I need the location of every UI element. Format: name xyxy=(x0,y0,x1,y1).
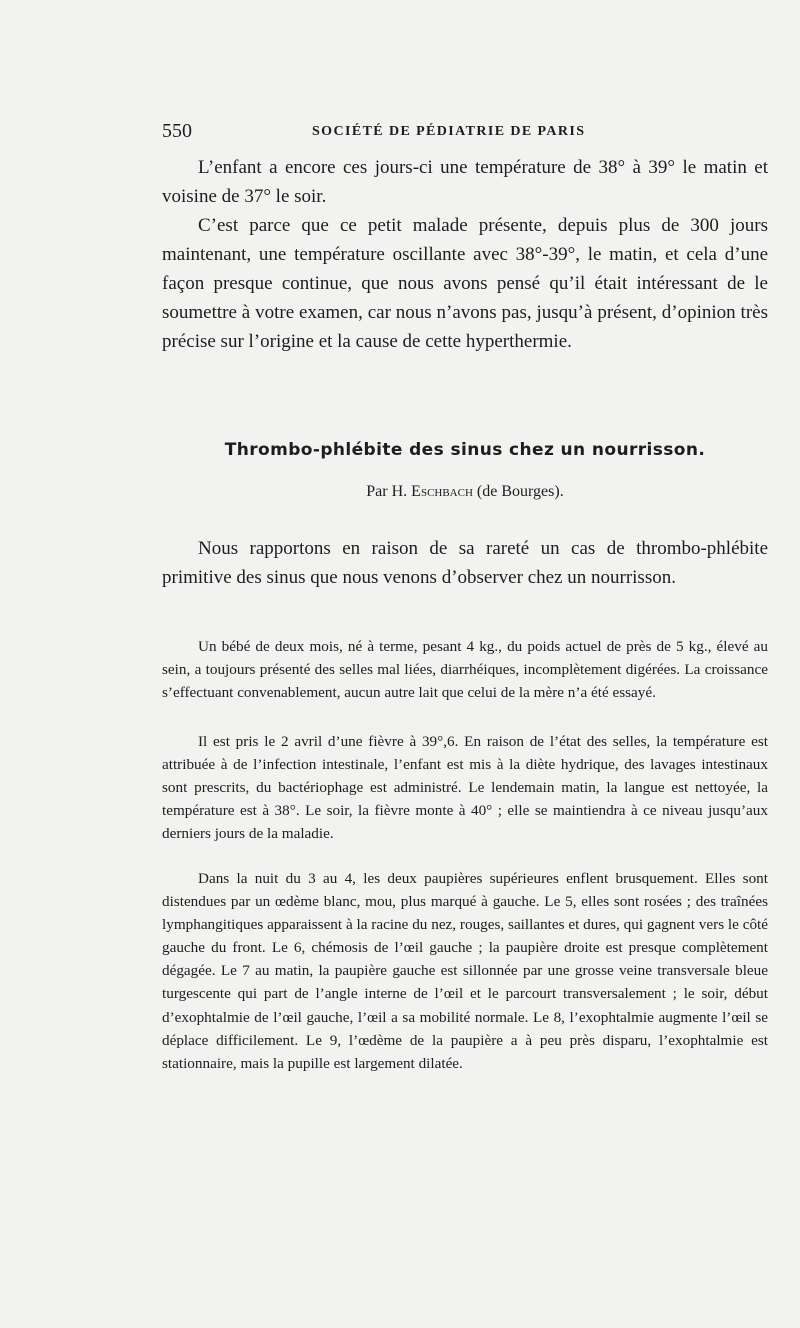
case-paragraph-3: Dans la nuit du 3 au 4, les deux paupières supérieures enflent brusquement. Elles sont distendues par un œdème blanc, mou, plus marqué à gauche. Le 5, elles sont rosées ; des traînées lymphangitiques apparaissent à la racine du nez, rouges, saillantes et dures, qui gagnent vers le côté gauche du front. Le 6, chémosis de l’œil gauche ; la paupière droite est presque complètement dégagée. Le 7 au matin, la paupière gauche est sillonnée par une grosse veine transversale bleue turgescente qui part de l’angle interne de l’œil et le parcourt transversalement ; le soir, début d’exophtalmie de l’œil gauche, l’œil a sa mobilité normale. Le 8, l’exophtalmie augmente l’œil se déplace difficilement. Le 9, l’œdème de la paupière a à peu près disparu, l’exophtalmie est stationnaire, mais la pupille est largement dilatée. xyxy=(162,870,768,1072)
author-name: Eschbach xyxy=(411,483,473,500)
intro-paragraph-1: L’enfant a encore ces jours-ci une température de 38° à 39° le matin et voisine de 37° le soir. xyxy=(162,157,768,207)
page-number: 550 xyxy=(162,120,192,142)
byline-prefix: Par H. xyxy=(366,483,408,500)
running-title: SOCIÉTÉ DE PÉDIATRIE DE PARIS xyxy=(312,124,586,139)
lead-paragraph: Nous rapportons en raison de sa rareté un cas de thrombo-phlébite primitive des sinus que nous venons d’observer chez un nourrisson. xyxy=(162,538,768,588)
article-byline xyxy=(162,483,768,501)
case-paragraph-1: Un bébé de deux mois, né à terme, pesant 4 kg., du poids actuel de près de 5 kg., élevé au sein, a toujours présenté des selles mal liées, diarrhéiques, incomplètement digérées. La croissance s’effectuant convenablement, aucun autre lait que celui de la mère n’a été essayé. xyxy=(162,638,768,702)
byline-suffix: (de Bourges). xyxy=(476,483,564,500)
article-title: Thrombo-phlébite des sinus chez un nourrisson. xyxy=(224,440,706,460)
page-header xyxy=(162,120,768,150)
intro-paragraph-2: C’est parce que ce petit malade présente, depuis plus de 300 jours maintenant, une température oscillante avec 38°-39°, le matin, et cela d’une façon presque continue, que nous avons pensé qu’il était intéressant de le soumettre à votre examen, car nous n’avons pas, jusqu’à présent, d’opinion très précise sur l’origine et la cause de cette hyperthermie. xyxy=(162,215,768,352)
case-paragraph-2: Il est pris le 2 avril d’une fièvre à 39°,6. En raison de l’état des selles, la température est attribuée à de l’infection intestinale, l’enfant est mis à la diète hydrique, des lavages intestinaux sont prescrits, du bactériophage est administré. Le lendemain matin, la langue est nettoyée, la température est à 38°. Le soir, la fièvre monte à 40° ; elle se maintiendra à ce niveau jusqu’aux derniers jours de la maladie. xyxy=(162,733,768,843)
